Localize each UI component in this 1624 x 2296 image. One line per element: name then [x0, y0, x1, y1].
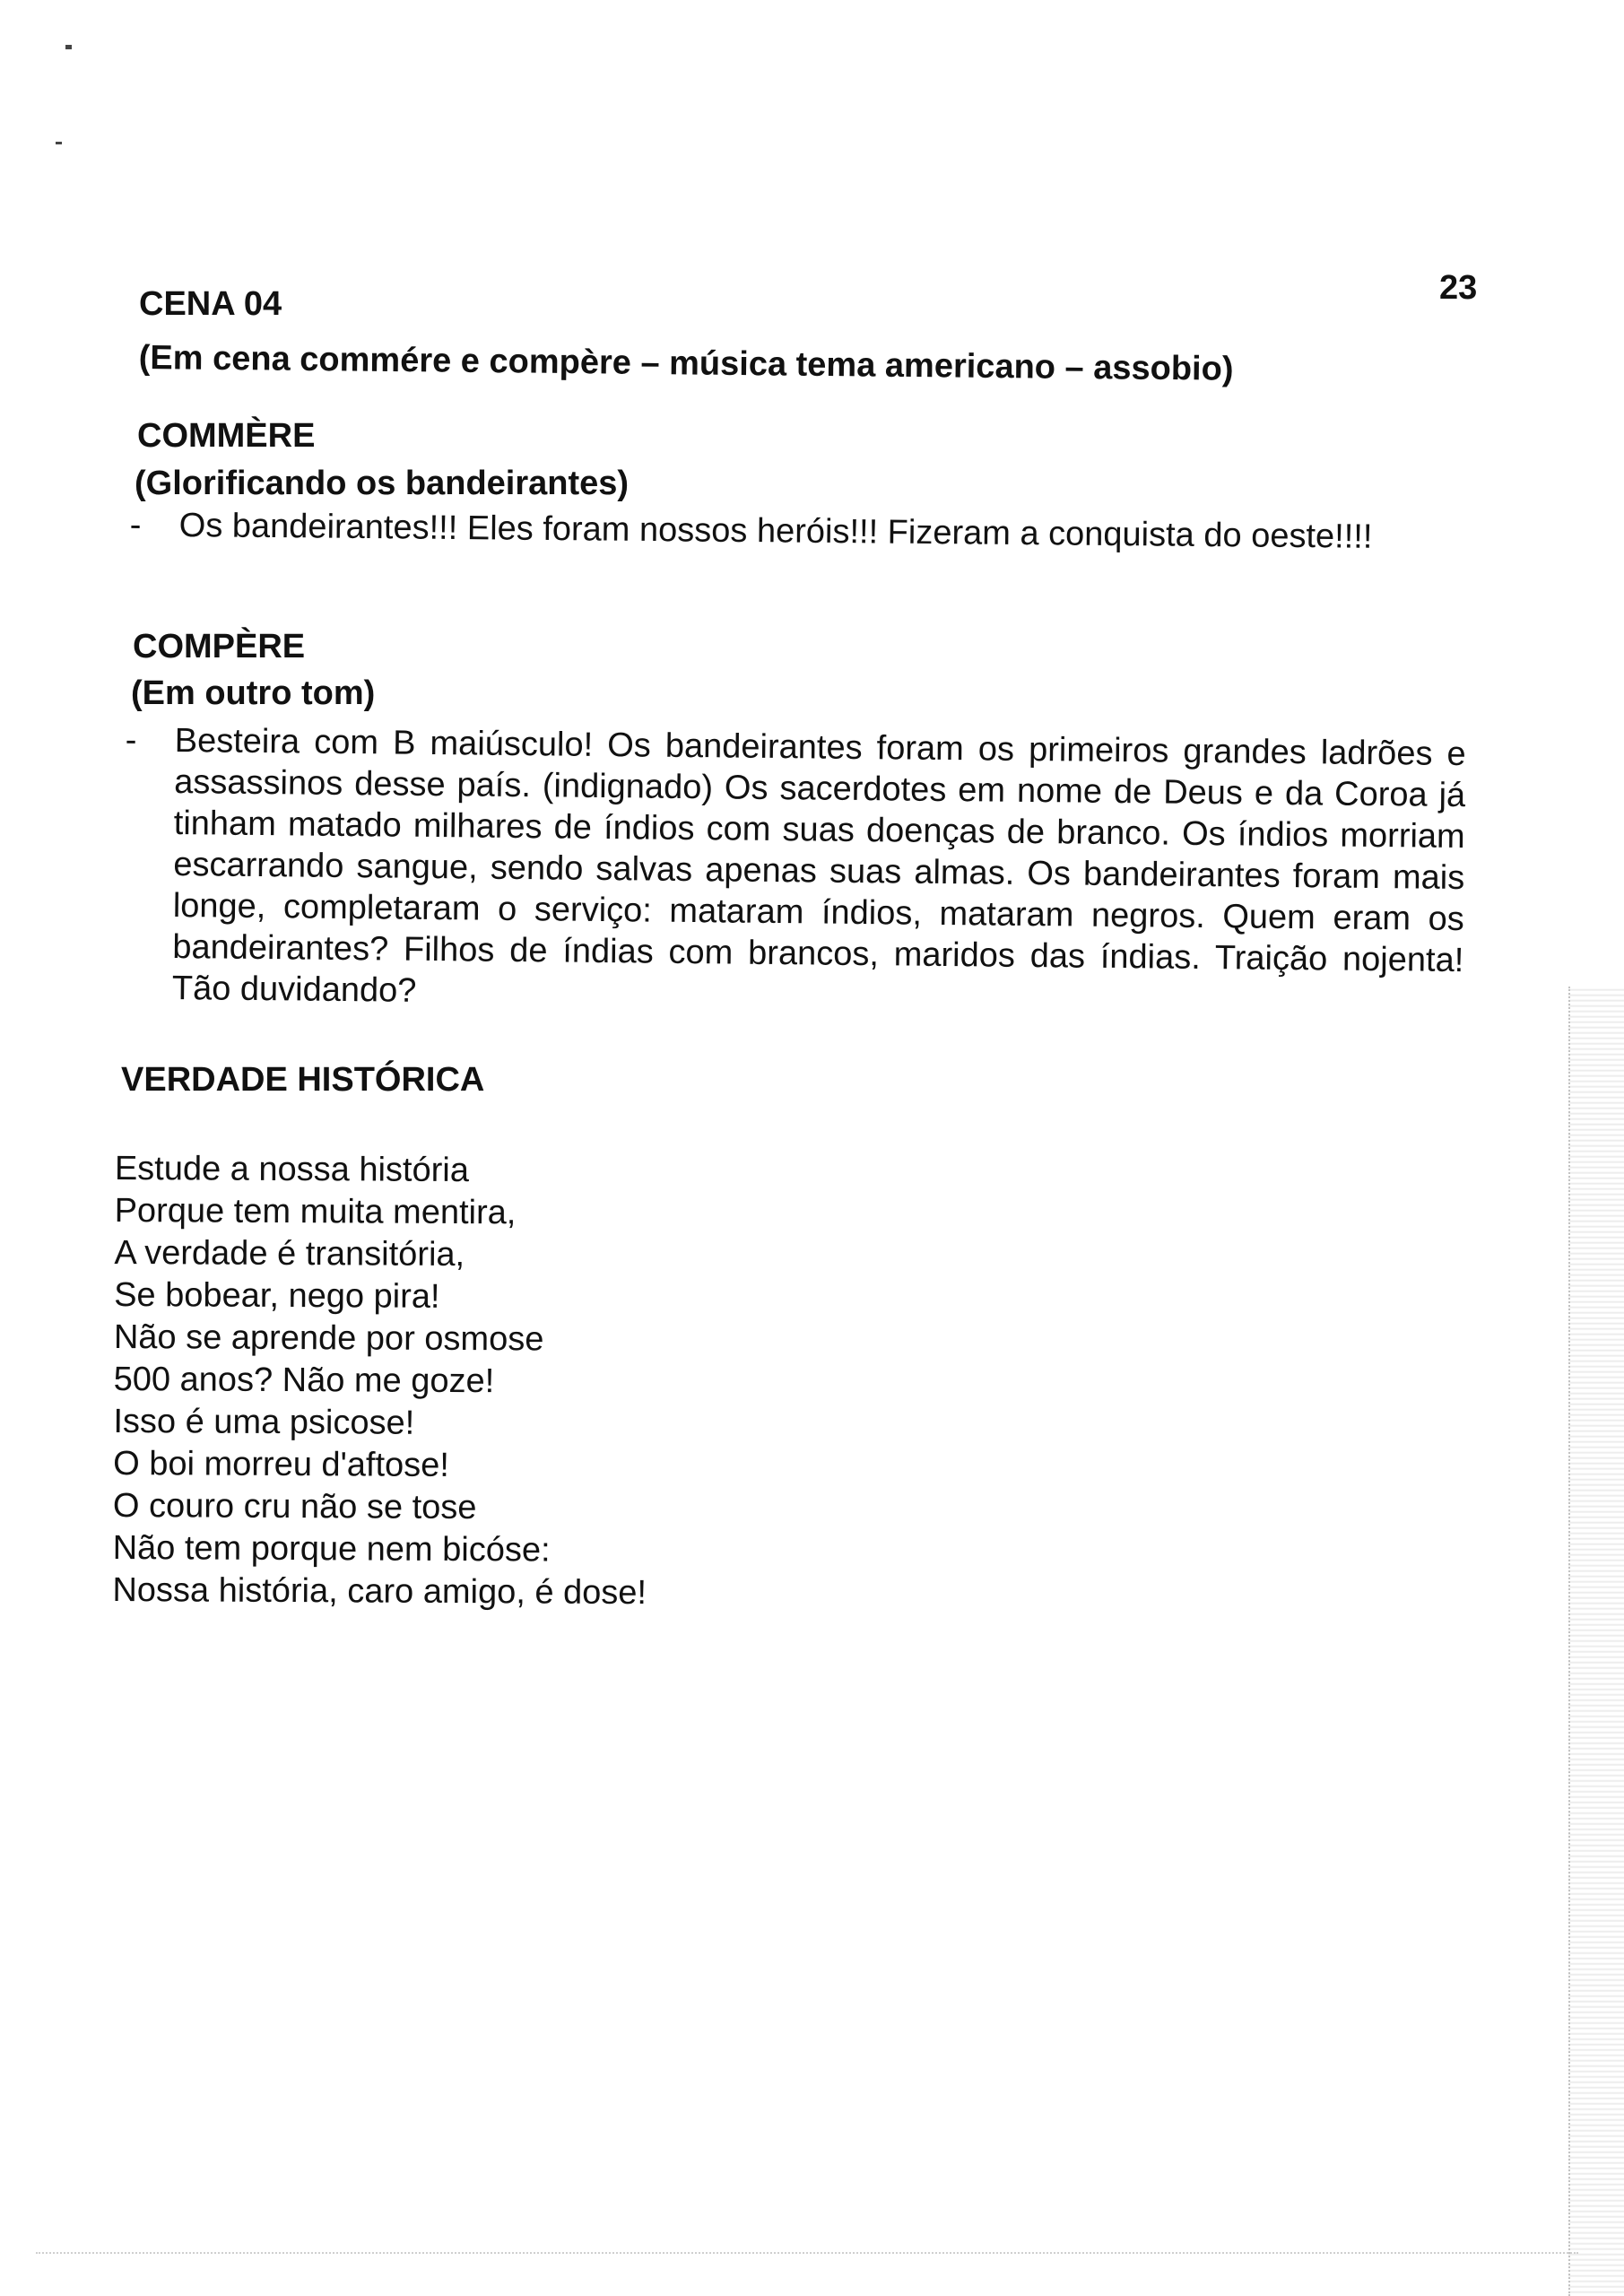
scene-heading: CENA 04	[139, 285, 282, 323]
poem-line: Não se aprende por osmose	[113, 1318, 544, 1359]
poem-line: Nossa história, caro amigo, é dose!	[112, 1570, 647, 1613]
poem-line: Estude a nossa história	[114, 1150, 469, 1190]
poem-line: Não tem porque nem bicóse:	[112, 1528, 551, 1570]
stage-direction-commere: (Glorificando os bandeirantes)	[135, 465, 630, 502]
speech-dash: -	[125, 721, 137, 760]
poem-line: Porque tem muita mentira,	[114, 1191, 517, 1232]
poem-line: O couro cru não se tose	[112, 1486, 477, 1527]
poem-line: Se bobear, nego pira!	[114, 1275, 440, 1316]
poem-line: A verdade é transitória,	[114, 1233, 465, 1274]
section-title: VERDADE HISTÓRICA	[121, 1061, 485, 1099]
speech-text: Os bandeirantes!!! Eles foram nossos heróis!!! Fizeram a conquista do oeste!!!!	[178, 506, 1373, 556]
scene-stage-direction: (Em cena commére e compère – música tema americano – assobio)	[138, 339, 1234, 388]
scan-edge-artifact	[1568, 987, 1624, 2296]
poem	[112, 1148, 648, 1614]
character-name-compere: COMPÈRE	[133, 628, 306, 665]
speech-compere	[125, 720, 1466, 1022]
scan-speck	[65, 45, 72, 49]
speech-commere	[129, 505, 1466, 559]
character-name-commere: COMMÈRE	[137, 417, 316, 455]
speech-text: Besteira com B maiúsculo! Os bandeirantes foram os primeiros grandes ladrões e assassinos desse país. (indignado) Os sacerdotes em nome de Deus e da Coroa já tinham matado milhares de índios com suas doenças de branco. Os índios morriam escarrando sangue, sendo salvas apenas suas almas. Os bandeirantes foram mais longe, completaram o serviço: mataram índios, mataram negros. Quem eram os bandeirantes? Filhos de índias com brancos, maridos das índias. Traição nojenta! Tão duvidando?	[171, 721, 1466, 1010]
scan-bottom-artifact	[36, 2252, 1578, 2256]
scan-speck	[56, 142, 62, 144]
speech-dash: -	[129, 506, 142, 544]
poem-line: Isso é uma psicose!	[113, 1402, 415, 1442]
page-number: 23	[1439, 269, 1478, 307]
stage-direction-compere: (Em outro tom)	[131, 674, 376, 712]
poem-line: O boi morreu d'aftose!	[113, 1444, 450, 1484]
poem-line: 500 anos? Não me goze!	[113, 1360, 495, 1401]
